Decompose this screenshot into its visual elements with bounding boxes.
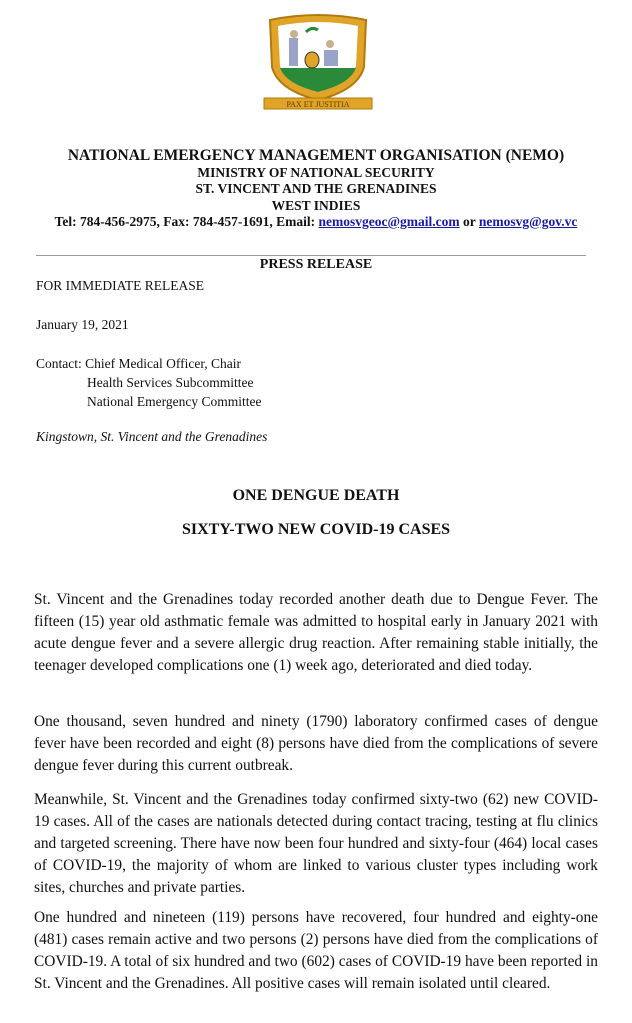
- headline-2: SIXTY-TWO NEW COVID-19 CASES: [181, 521, 451, 538]
- ministry: MINISTRY OF NATIONAL SECURITY: [197, 164, 435, 180]
- release-date: January 19, 2021: [36, 317, 129, 332]
- region: WEST INDIES: [271, 197, 361, 213]
- email-link-2[interactable]: nemosvg@gov.vc: [478, 214, 578, 229]
- press-release-label: PRESS RELEASE: [259, 257, 373, 272]
- divider: [36, 255, 586, 256]
- svg-text:PAX ET JUSTITIA: PAX ET JUSTITIA: [286, 100, 350, 109]
- contact-prefix: Tel: 784-456-2975, Fax: 784-457-1691, Email:: [54, 214, 319, 229]
- paragraph-2: One thousand, seven hundred and ninety (1790) laboratory confirmed cases of dengue fever have been recorded and eight (8) persons have died from the complications of severe dengue fever during this current outbreak.: [34, 713, 598, 774]
- contact-line-1: Contact: Chief Medical Officer, Chair: [36, 356, 242, 371]
- contact-line-2: Health Services Subcommittee: [87, 375, 254, 390]
- paragraph-1: St. Vincent and the Grenadines today recorded another death due to Dengue Fever. The fifteen (15) year old asthmatic female was admitted to hospital early in January 2021 with acute dengue fever and a severe allergic drug reaction. After remaining stable initially, the teenager developed complications one (1) week ago, deteriorated and died today.: [34, 591, 598, 674]
- coat-of-arms-logo: [258, 12, 378, 112]
- dateline: Kingstown, St. Vincent and the Grenadines: [36, 429, 268, 444]
- or-text: or: [459, 214, 479, 229]
- contact-block: [36, 354, 261, 411]
- headline-1: ONE DENGUE DEATH: [232, 487, 400, 504]
- contact-line: [0, 214, 632, 231]
- paragraph-3: Meanwhile, St. Vincent and the Grenadines today confirmed sixty-two (62) new COVID-19 cases. All of the cases are nationals detected during contact tracing, testing at flu clinics and targeted screening. There have now been four hundred and sixty-four (464) local cases of COVID-19, the majority of whom are linked to various cluster types including work sites, churches and private parties.: [34, 791, 598, 896]
- contact-line-3: National Emergency Committee: [87, 394, 262, 409]
- email-link-1[interactable]: nemosvgeoc@gmail.com: [318, 214, 460, 229]
- letterhead: [0, 148, 632, 231]
- country: ST. VINCENT AND THE GRENADINES: [195, 181, 437, 196]
- paragraph-4: One hundred and nineteen (119) persons have recovered, four hundred and eighty-one (481) cases remain active and two persons (2) persons have died from the complications of COVID-19. A total of six hundred and two (602) cases of COVID-19 have been reported in St. Vincent and the Grenadines. All positive cases will remain isolated until cleared.: [34, 909, 598, 992]
- org-name: NATIONAL EMERGENCY MANAGEMENT ORGANISATION (NEMO): [67, 147, 565, 164]
- release-notice: FOR IMMEDIATE RELEASE: [36, 278, 204, 293]
